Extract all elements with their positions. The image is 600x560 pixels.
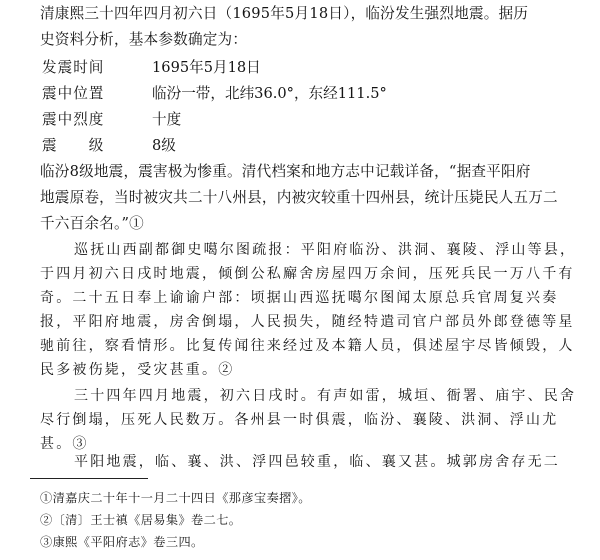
param-value-magnitude: 8级: [152, 137, 176, 154]
quote-line: 甚。③: [40, 436, 89, 452]
quote-line: 巡抚山西副都御史噶尔图疏报：平阳府临汾、洪洞、襄陵、浮山等县，: [74, 242, 577, 258]
summary-line: 临汾8级地震，震害极为惨重。清代档案和地方志中记载详备，“据查平阳府: [40, 163, 531, 180]
footnote: ②〔清〕王士禛《居易集》卷二七。: [40, 513, 242, 527]
param-value-location: 临汾一带，北纬36.0°，东经111.5°: [152, 85, 387, 102]
quote-line: 平阳地震，临、襄、洪、浮四邑较重，临、襄又甚。城郭房舍存无二: [74, 454, 560, 470]
quote-line: 三十四年四月地震，初六日戌时。有声如雷，城垣、衙署、庙宇、民舍: [74, 388, 577, 404]
quote-line: 于四月初六日戌时地震，倾倒公私廨舍房屋四万余间，压死兵民一万八千有: [40, 266, 575, 282]
param-value-time: 1695年5月18日: [152, 59, 261, 76]
footnote: ③康熙《平阳府志》卷三四。: [40, 535, 204, 549]
param-label-intensity: 震中烈度: [42, 111, 105, 128]
intro-line: 清康熙三十四年四月初六日（1695年5月18日），临汾发生强烈地震。据历: [40, 5, 529, 22]
quote-line: 民多被伤毙，受灾甚重。②: [40, 362, 235, 378]
param-label-time: 发震时间: [42, 59, 105, 76]
quote-line: 尽行倒塌，压死人民数万。各州县一时俱震，临汾、襄陵、洪洞、浮山尤: [40, 412, 559, 428]
summary-line: 千六百余名。”①: [40, 215, 144, 232]
summary-line: 地震原卷，当时被灾共二十八州县，内被灾较重十四州县，统计压毙民人五万二: [40, 189, 558, 206]
param-label-magnitude: 震 级: [42, 137, 105, 154]
param-value-intensity: 十度: [152, 111, 182, 128]
quote-line: 驰前往，察看情形。比复传闻往来经过及本籍人员，俱述屋宇尽皆倾毁，人: [40, 338, 575, 354]
footnote: ①清嘉庆二十年十一月二十四日《那彦宝奏摺》。: [40, 491, 311, 505]
footnote-separator: [30, 478, 148, 479]
intro-line: 史资料分析，基本参数确定为：: [40, 31, 248, 48]
quote-line: 报，平阳府地震，房舍倒塌，人民损失，随经特遣司官户部员外郎登德等星: [40, 314, 575, 330]
param-label-location: 震中位置: [42, 85, 105, 102]
quote-line: 奇。二十五日奉上谕谕户部：顷据山西巡抚噶尔图闻太原总兵官周复兴奏: [40, 290, 559, 306]
